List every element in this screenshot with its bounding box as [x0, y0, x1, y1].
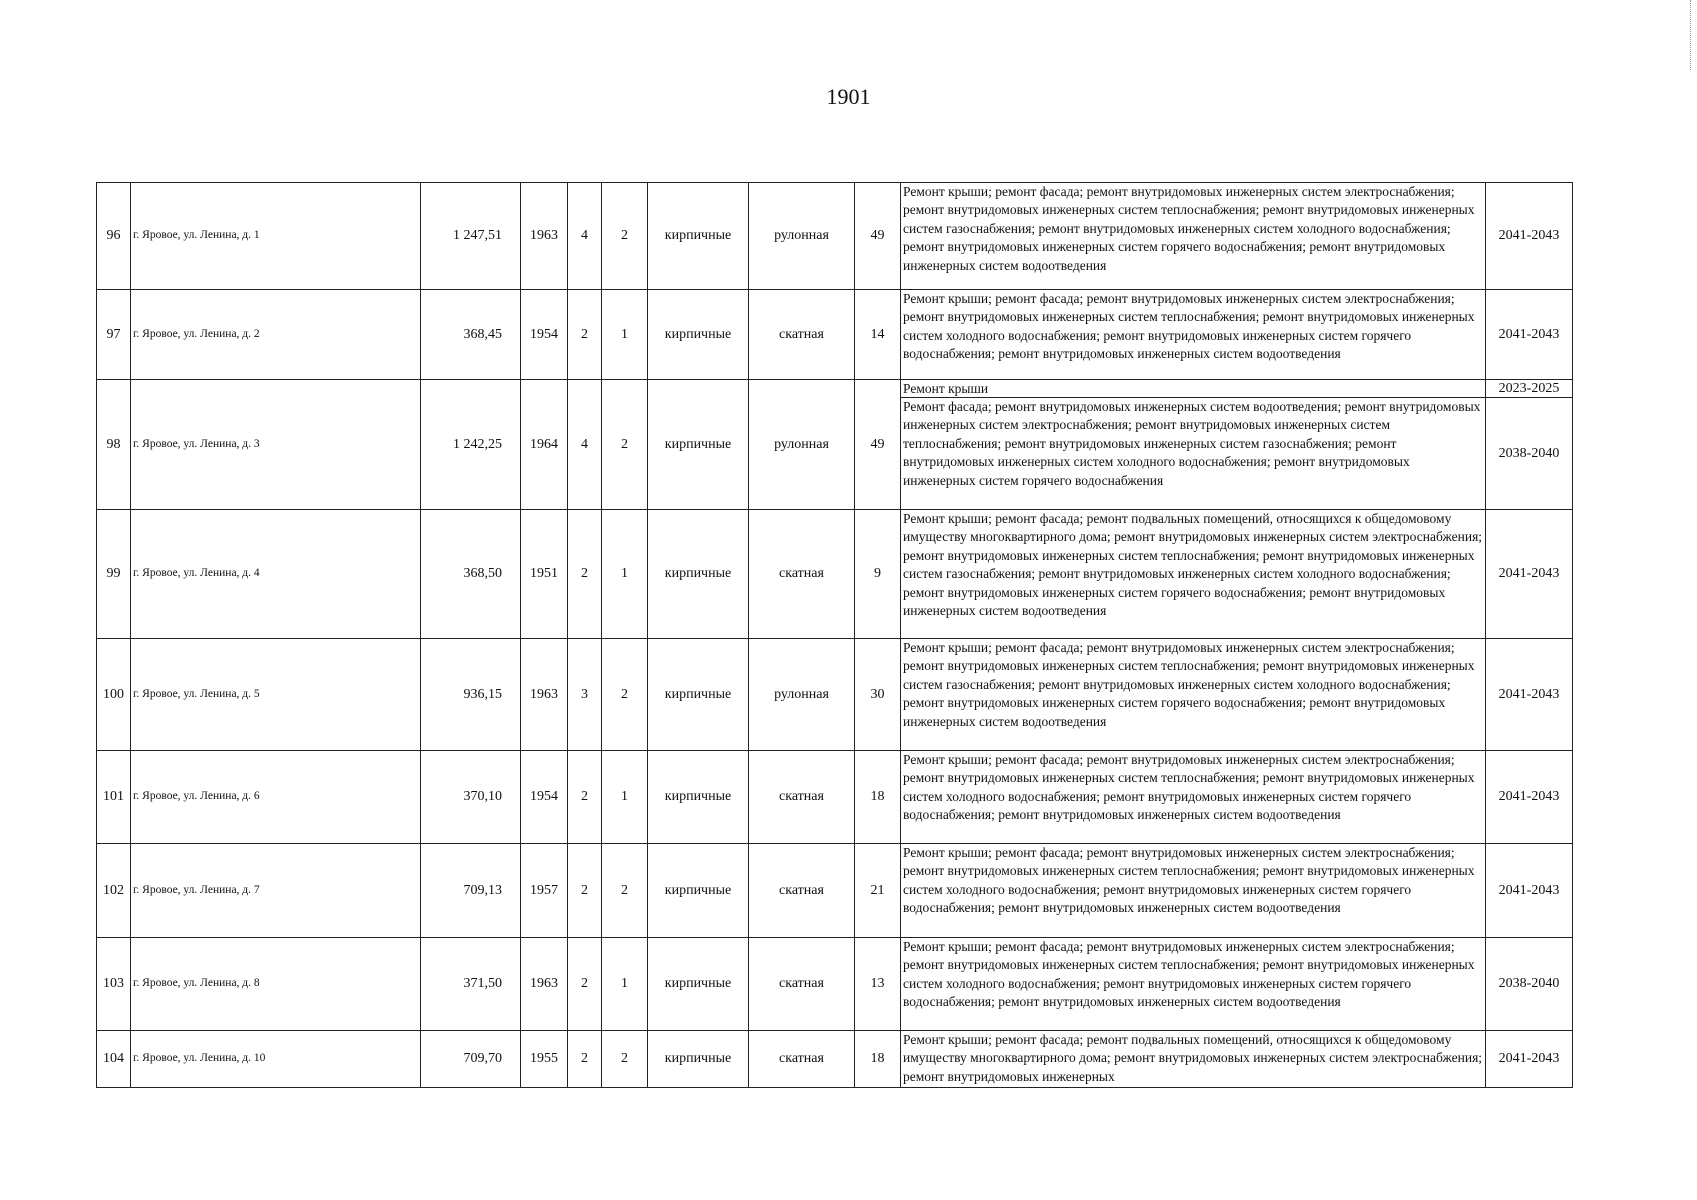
roof-cell: рулонная [749, 639, 855, 751]
entrances-cell: 2 [602, 639, 648, 751]
year-cell: 1954 [521, 751, 568, 844]
row-number: 100 [97, 639, 131, 751]
works-cell: Ремонт крыши; ремонт фасада; ремонт подвальных помещений, относящихся к общедомовому имуществу многоквартирного дома; ремонт внутридомовых инженерных систем электроснабжения; ремонт внутридомовых инженерных систем теплоснабжения; ремонт внутридомовых инженерных систем газоснабжения; ремонт внутридомовых инженерных систем холодного водоснабжения; ремонт внутридомовых инженерных систем горячего водоснабжения; ремонт внутридомовых инженерных систем водоотведения [901, 510, 1486, 639]
period-cell: 2041-2043 [1486, 844, 1573, 938]
residents-cell: 13 [855, 938, 901, 1031]
area-cell: 936,15 [421, 639, 521, 751]
table-row [97, 183, 1573, 290]
floors-cell: 2 [568, 510, 602, 639]
year-cell: 1951 [521, 510, 568, 639]
walls-cell: кирпичные [648, 844, 749, 938]
period-cell: 2041-2043 [1486, 510, 1573, 639]
year-cell: 1955 [521, 1031, 568, 1088]
row-number: 96 [97, 183, 131, 290]
roof-cell: скатная [749, 290, 855, 380]
works-cell: Ремонт крыши [901, 380, 1486, 398]
walls-cell: кирпичные [648, 938, 749, 1031]
area-cell: 368,45 [421, 290, 521, 380]
period-cell: 2041-2043 [1486, 1031, 1573, 1088]
residents-cell: 49 [855, 380, 901, 510]
roof-cell: скатная [749, 844, 855, 938]
floors-cell: 2 [568, 751, 602, 844]
address-cell: г. Яровое, ул. Ленина, д. 10 [131, 1031, 421, 1088]
residents-cell: 14 [855, 290, 901, 380]
entrances-cell: 2 [602, 1031, 648, 1088]
address-cell: г. Яровое, ул. Ленина, д. 1 [131, 183, 421, 290]
roof-cell: скатная [749, 751, 855, 844]
period-cell: 2038-2040 [1486, 398, 1573, 510]
entrances-cell: 2 [602, 844, 648, 938]
walls-cell: кирпичные [648, 639, 749, 751]
residents-cell: 18 [855, 751, 901, 844]
row-number: 99 [97, 510, 131, 639]
row-number: 97 [97, 290, 131, 380]
residents-cell: 18 [855, 1031, 901, 1088]
table-body [97, 183, 1573, 1088]
year-cell: 1963 [521, 639, 568, 751]
table-row [97, 1031, 1573, 1088]
floors-cell: 2 [568, 290, 602, 380]
entrances-cell: 1 [602, 290, 648, 380]
row-number: 104 [97, 1031, 131, 1088]
address-cell: г. Яровое, ул. Ленина, д. 3 [131, 380, 421, 510]
row-number: 103 [97, 938, 131, 1031]
works-cell: Ремонт крыши; ремонт фасада; ремонт внутридомовых инженерных систем электроснабжения; ремонт внутридомовых инженерных систем теплоснабжения; ремонт внутридомовых инженерных систем газоснабжения; ремонт внутридомовых инженерных систем холодного водоснабжения; ремонт внутридомовых инженерных систем горячего водоснабжения; ремонт внутридомовых инженерных систем водоотведения [901, 639, 1486, 751]
works-cell: Ремонт фасада; ремонт внутридомовых инженерных систем водоотведения; ремонт внутридомовых инженерных систем электроснабжения; ремонт внутридомовых инженерных систем теплоснабжения; ремонт внутридомовых инженерных систем газоснабжения; ремонт внутридомовых инженерных систем холодного водоснабжения; ремонт внутридомовых инженерных систем горячего водоснабжения [901, 398, 1486, 510]
address-cell: г. Яровое, ул. Ленина, д. 4 [131, 510, 421, 639]
period-cell: 2041-2043 [1486, 290, 1573, 380]
roof-cell: скатная [749, 510, 855, 639]
walls-cell: кирпичные [648, 510, 749, 639]
entrances-cell: 1 [602, 938, 648, 1031]
year-cell: 1963 [521, 938, 568, 1031]
walls-cell: кирпичные [648, 1031, 749, 1088]
table-row [97, 380, 1573, 398]
floors-cell: 4 [568, 183, 602, 290]
works-cell: Ремонт крыши; ремонт фасада; ремонт внутридомовых инженерных систем электроснабжения; ремонт внутридомовых инженерных систем теплоснабжения; ремонт внутридомовых инженерных систем холодного водоснабжения; ремонт внутридомовых инженерных систем горячего водоснабжения; ремонт внутридомовых инженерных систем водоотведения [901, 290, 1486, 380]
roof-cell: скатная [749, 1031, 855, 1088]
residents-cell: 49 [855, 183, 901, 290]
year-cell: 1954 [521, 290, 568, 380]
address-cell: г. Яровое, ул. Ленина, д. 2 [131, 290, 421, 380]
period-cell: 2038-2040 [1486, 938, 1573, 1031]
walls-cell: кирпичные [648, 751, 749, 844]
table-row [97, 510, 1573, 639]
walls-cell: кирпичные [648, 380, 749, 510]
works-cell: Ремонт крыши; ремонт фасада; ремонт внутридомовых инженерных систем электроснабжения; ремонт внутридомовых инженерных систем теплоснабжения; ремонт внутридомовых инженерных систем холодного водоснабжения; ремонт внутридомовых инженерных систем горячего водоснабжения; ремонт внутридомовых инженерных систем водоотведения [901, 938, 1486, 1031]
walls-cell: кирпичные [648, 183, 749, 290]
address-cell: г. Яровое, ул. Ленина, д. 8 [131, 938, 421, 1031]
year-cell: 1963 [521, 183, 568, 290]
area-cell: 368,50 [421, 510, 521, 639]
address-cell: г. Яровое, ул. Ленина, д. 7 [131, 844, 421, 938]
entrances-cell: 1 [602, 751, 648, 844]
area-cell: 709,13 [421, 844, 521, 938]
floors-cell: 4 [568, 380, 602, 510]
table-row [97, 290, 1573, 380]
repair-schedule-table [96, 182, 1573, 1088]
period-cell: 2041-2043 [1486, 639, 1573, 751]
year-cell: 1964 [521, 380, 568, 510]
area-cell: 1 242,25 [421, 380, 521, 510]
entrances-cell: 2 [602, 380, 648, 510]
page-number: 1901 [826, 84, 871, 109]
scan-edge-mark [1690, 0, 1697, 70]
table-row [97, 639, 1573, 751]
area-cell: 370,10 [421, 751, 521, 844]
works-cell: Ремонт крыши; ремонт фасада; ремонт внутридомовых инженерных систем электроснабжения; ремонт внутридомовых инженерных систем теплоснабжения; ремонт внутридомовых инженерных систем холодного водоснабжения; ремонт внутридомовых инженерных систем горячего водоснабжения; ремонт внутридомовых инженерных систем водоотведения [901, 751, 1486, 844]
roof-cell: скатная [749, 938, 855, 1031]
address-cell: г. Яровое, ул. Ленина, д. 5 [131, 639, 421, 751]
floors-cell: 2 [568, 938, 602, 1031]
period-cell: 2041-2043 [1486, 751, 1573, 844]
table-row [97, 844, 1573, 938]
row-number: 101 [97, 751, 131, 844]
walls-cell: кирпичные [648, 290, 749, 380]
residents-cell: 9 [855, 510, 901, 639]
residents-cell: 30 [855, 639, 901, 751]
area-cell: 709,70 [421, 1031, 521, 1088]
table-row [97, 938, 1573, 1031]
residents-cell: 21 [855, 844, 901, 938]
period-cell: 2041-2043 [1486, 183, 1573, 290]
period-cell: 2023-2025 [1486, 380, 1573, 398]
entrances-cell: 1 [602, 510, 648, 639]
row-number: 98 [97, 380, 131, 510]
floors-cell: 2 [568, 844, 602, 938]
entrances-cell: 2 [602, 183, 648, 290]
works-cell: Ремонт крыши; ремонт фасада; ремонт внутридомовых инженерных систем электроснабжения; ремонт внутридомовых инженерных систем теплоснабжения; ремонт внутридомовых инженерных систем холодного водоснабжения; ремонт внутридомовых инженерных систем горячего водоснабжения; ремонт внутридомовых инженерных систем водоотведения [901, 844, 1486, 938]
row-number: 102 [97, 844, 131, 938]
roof-cell: рулонная [749, 183, 855, 290]
works-cell: Ремонт крыши; ремонт фасада; ремонт внутридомовых инженерных систем электроснабжения; ремонт внутридомовых инженерных систем теплоснабжения; ремонт внутридомовых инженерных систем газоснабжения; ремонт внутридомовых инженерных систем холодного водоснабжения; ремонт внутридомовых инженерных систем горячего водоснабжения; ремонт внутридомовых инженерных систем водоотведения [901, 183, 1486, 290]
floors-cell: 2 [568, 1031, 602, 1088]
roof-cell: рулонная [749, 380, 855, 510]
table-row [97, 751, 1573, 844]
address-cell: г. Яровое, ул. Ленина, д. 6 [131, 751, 421, 844]
year-cell: 1957 [521, 844, 568, 938]
area-cell: 371,50 [421, 938, 521, 1031]
floors-cell: 3 [568, 639, 602, 751]
area-cell: 1 247,51 [421, 183, 521, 290]
works-cell: Ремонт крыши; ремонт фасада; ремонт подвальных помещений, относящихся к общедомовому имуществу многоквартирного дома; ремонт внутридомовых инженерных систем электроснабжения; ремонт внутридомовых инженерных [901, 1031, 1486, 1088]
